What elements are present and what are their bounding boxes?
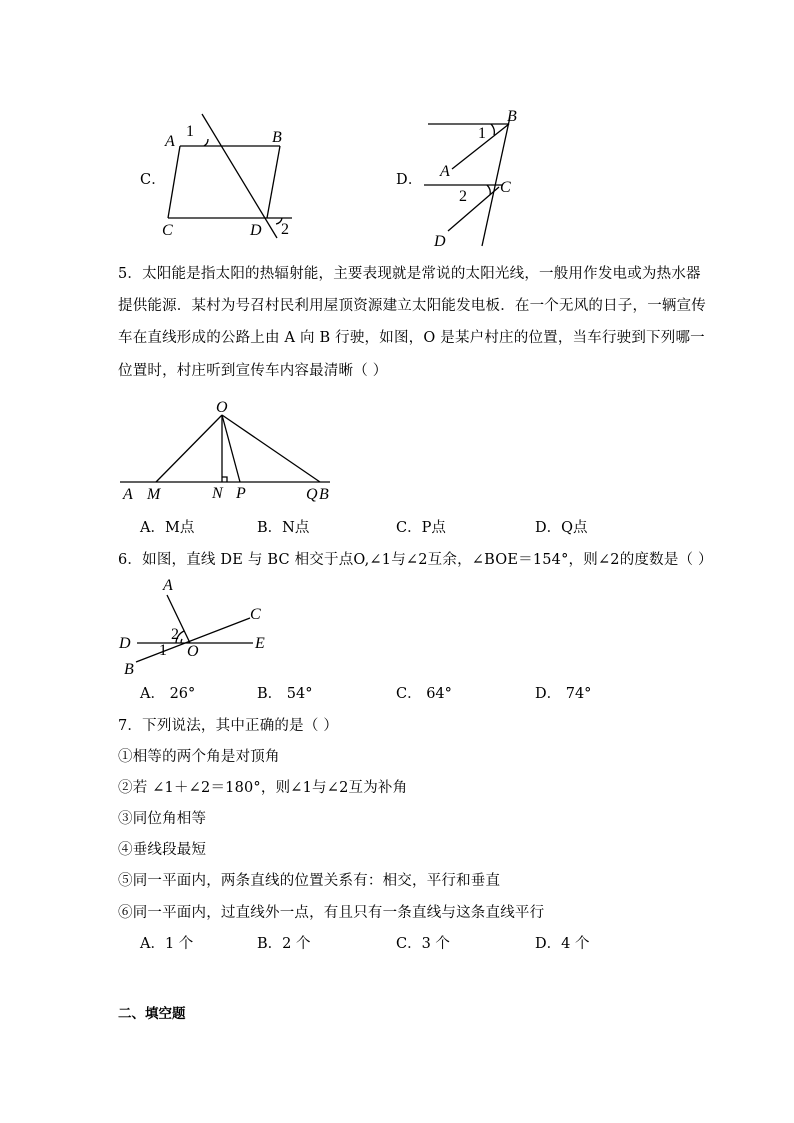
q7-item-1: ①相等的两个角是对顶角 xyxy=(118,749,280,765)
q7-item-6: ⑥同一平面内，过直线外一点，有且只有一条直线与这条直线平行 xyxy=(118,905,545,921)
label-a: A xyxy=(165,133,175,150)
angle-1-label: 1 xyxy=(478,125,486,142)
q6-stem: 6．如图，直线 DE 与 BC 相交于点O,∠1与∠2互余，∠BOE＝154°，则∠2的度数是（ ） xyxy=(118,552,713,568)
q6-figure-intersecting-lines xyxy=(115,573,275,678)
q6-option-a[interactable]: A． 26° xyxy=(140,686,196,702)
label-d: D xyxy=(250,222,262,239)
section-heading-fill-in: 二、填空题 xyxy=(118,1006,186,1022)
figure-c-parallelogram xyxy=(150,110,350,250)
q7-option-c[interactable]: C．3 个 xyxy=(396,936,450,952)
label-a: A xyxy=(163,577,173,594)
angle-2-label: 2 xyxy=(459,188,467,205)
label-c: C xyxy=(500,179,511,196)
label-c: C xyxy=(162,222,173,239)
label-o: O xyxy=(187,643,199,660)
q7-item-4: ④垂线段最短 xyxy=(118,842,207,858)
label-n: N xyxy=(212,485,223,502)
label-b: B xyxy=(272,129,282,146)
label-d: D xyxy=(434,233,446,250)
label-d: D xyxy=(119,635,131,652)
q5-option-a[interactable]: A．M点 xyxy=(140,520,195,536)
angle-2-label: 2 xyxy=(281,221,289,238)
label-e: E xyxy=(255,635,265,652)
q7-option-d[interactable]: D．4 个 xyxy=(535,936,590,952)
angle-2-label: 2 xyxy=(171,626,179,643)
label-o: O xyxy=(216,399,228,416)
q7-option-b[interactable]: B．2 个 xyxy=(257,936,311,952)
q5-option-b[interactable]: B．N点 xyxy=(257,520,310,536)
q6-option-c[interactable]: C． 64° xyxy=(396,686,452,702)
angle-1-label: 1 xyxy=(159,642,167,659)
label-b: B xyxy=(507,108,517,125)
q5-option-d[interactable]: D．Q点 xyxy=(535,520,588,536)
q6-option-d[interactable]: D． 74° xyxy=(535,686,592,702)
label-m: M xyxy=(147,486,161,503)
label-q: Q xyxy=(306,486,318,503)
label-a: A xyxy=(440,163,450,180)
q7-option-a[interactable]: A．1 个 xyxy=(140,936,194,952)
q5-option-c[interactable]: C．P点 xyxy=(396,520,446,536)
label-p: P xyxy=(236,485,246,502)
option-c-label: C． xyxy=(140,172,166,188)
q5-line-4: 位置时，村庄听到宣传车内容最清晰（ ） xyxy=(118,363,388,379)
option-d-label: D． xyxy=(396,172,423,188)
q5-line-1: 5．太阳能是指太阳的热辐射能，主要表现就是常说的太阳光线，一般用作发电或为热水器 xyxy=(118,266,701,282)
label-a: A xyxy=(123,486,133,503)
q7-item-2: ②若 ∠1＋∠2＝180°，则∠1与∠2互为补角 xyxy=(118,780,408,796)
q5-line-2: 提供能源．某村为号召村民利用屋顶资源建立太阳能发电板．在一个无风的日子，一辆宣传 xyxy=(118,298,706,314)
q5-line-3: 车在直线形成的公路上由 A 向 B 行驶，如图，O 是某户村庄的位置，当车行驶到下列哪一 xyxy=(118,330,705,346)
label-b: B xyxy=(124,661,134,678)
label-b: B xyxy=(319,486,329,503)
angle-1-label: 1 xyxy=(186,123,194,140)
q6-option-b[interactable]: B． 54° xyxy=(257,686,313,702)
q7-item-3: ③同位角相等 xyxy=(118,811,207,827)
q7-stem: 7．下列说法，其中正确的是（ ） xyxy=(118,718,339,734)
figure-d-parallel-lines xyxy=(420,103,550,248)
q5-figure-road xyxy=(118,395,348,505)
label-c: C xyxy=(250,606,261,623)
q7-item-5: ⑤同一平面内，两条直线的位置关系有：相交，平行和垂直 xyxy=(118,873,501,889)
